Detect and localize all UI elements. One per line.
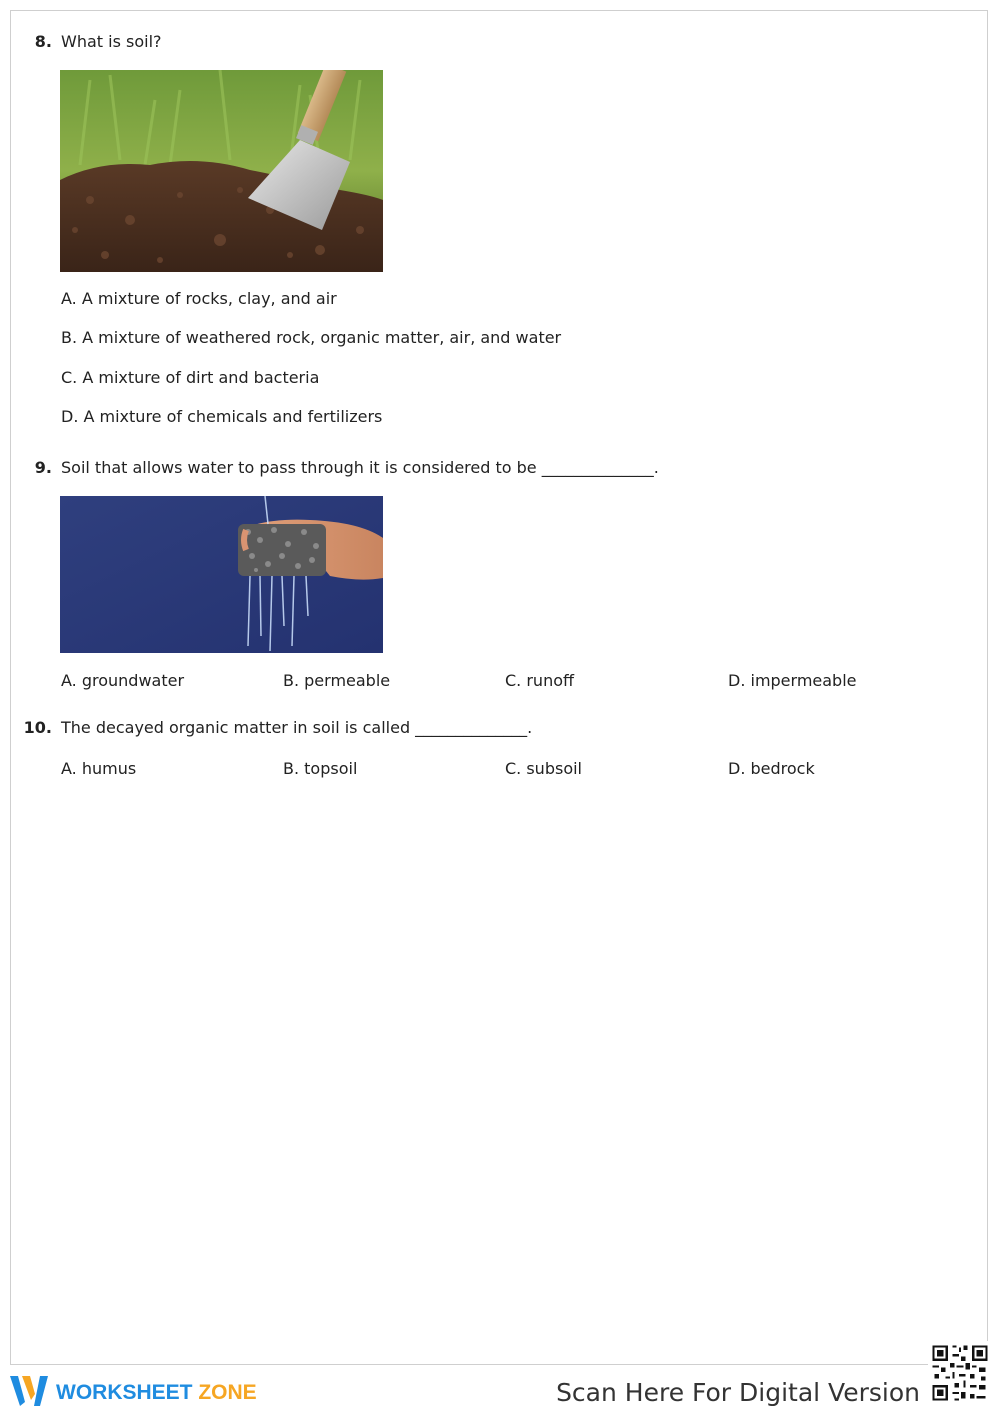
worksheetzone-logo[interactable]	[10, 1375, 257, 1411]
logo-text-zone: ZONE	[198, 1381, 257, 1404]
question-number-9: 9.	[34, 458, 52, 477]
q9-option-b[interactable]: B. permeable	[283, 671, 391, 690]
question-text-9: Soil that allows water to pass through it is considered to be ______________.	[61, 458, 659, 477]
q10-option-b[interactable]: B. topsoil	[283, 759, 358, 778]
q8-option-b[interactable]: B. A mixture of weathered rock, organic matter, air, and water	[61, 328, 562, 347]
question-number-10: 10.	[23, 718, 52, 737]
soil-trowel-image	[60, 70, 383, 272]
q9-option-a[interactable]: A. groundwater	[61, 671, 185, 690]
q9-option-c[interactable]: C. runoff	[505, 671, 575, 690]
worksheetzone-logo-icon	[10, 1374, 50, 1412]
permeable-block-image	[60, 496, 383, 653]
question-number-8: 8.	[34, 32, 52, 51]
qr-code-icon[interactable]	[928, 1341, 992, 1405]
logo-text-worksheet: WORKSHEET	[56, 1381, 193, 1404]
scan-here-text: Scan Here For Digital Version	[556, 1378, 920, 1407]
q9-option-d[interactable]: D. impermeable	[728, 671, 857, 690]
q10-option-d[interactable]: D. bedrock	[728, 759, 815, 778]
q10-option-c[interactable]: C. subsoil	[505, 759, 582, 778]
q8-option-c[interactable]: C. A mixture of dirt and bacteria	[61, 368, 320, 387]
q10-option-a[interactable]: A. humus	[61, 759, 137, 778]
question-text-8: What is soil?	[61, 32, 162, 51]
q8-option-d[interactable]: D. A mixture of chemicals and fertilizers	[61, 407, 383, 426]
question-text-10: The decayed organic matter in soil is called ______________.	[61, 718, 533, 737]
q8-option-a[interactable]: A. A mixture of rocks, clay, and air	[61, 289, 337, 308]
